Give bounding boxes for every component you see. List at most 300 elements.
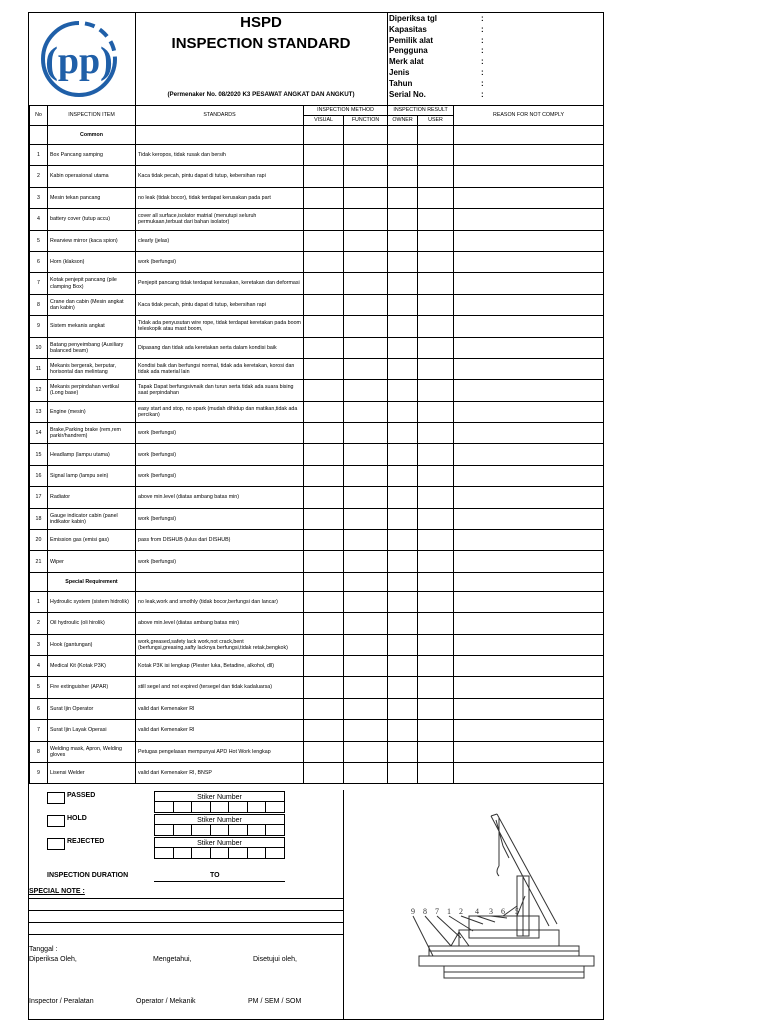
visual-check-cell[interactable] — [304, 634, 344, 655]
info-label: Jenis — [389, 67, 410, 77]
row-number: 15 — [30, 444, 48, 465]
header-visual: VISUAL — [304, 116, 344, 126]
user-result-cell[interactable] — [418, 762, 454, 783]
passed-checkbox[interactable] — [47, 792, 65, 804]
row-standard: Tidak keropos, tidak rusak dan bersih — [136, 145, 304, 166]
row-item: Mekanis perpindahan vertikal (Long base) — [48, 380, 136, 401]
row-standard: Kondisi baik dan berfungsi normal, tidak ada keretakan, korosi dan tidak ada material lain — [136, 358, 304, 379]
cell-empty[interactable] — [418, 126, 454, 145]
cell-empty[interactable] — [344, 572, 388, 591]
owner-result-cell[interactable] — [388, 613, 418, 634]
reason-cell[interactable] — [454, 380, 604, 401]
reason-cell[interactable] — [454, 358, 604, 379]
row-number: 18 — [30, 508, 48, 529]
info-colon: : — [481, 67, 484, 77]
info-label: Merk alat — [389, 57, 424, 67]
function-check-cell[interactable] — [344, 591, 388, 612]
owner-result-cell[interactable] — [388, 487, 418, 508]
row-standard: above min.level (diatas ambang batas min) — [136, 613, 304, 634]
visual-check-cell[interactable] — [304, 487, 344, 508]
row-standard: Kaca tidak pecah, pintu dapat di tutup, kebersihan rapi — [136, 166, 304, 187]
user-result-cell[interactable] — [418, 591, 454, 612]
visual-check-cell[interactable] — [304, 316, 344, 337]
row-item: Crane dan cabin (Mesin angkat dan kabin) — [48, 294, 136, 315]
table-row — [30, 741, 604, 762]
row-item: Box Pancang samping — [48, 145, 136, 166]
function-check-cell[interactable] — [344, 187, 388, 208]
function-check-cell[interactable] — [344, 316, 388, 337]
info-colon: : — [481, 35, 484, 45]
table-row — [30, 380, 604, 401]
user-result-cell[interactable] — [418, 316, 454, 337]
visual-check-cell[interactable] — [304, 337, 344, 358]
row-item: Batang penyeimbang (Auxiliary balanced beam) — [48, 337, 136, 358]
user-result-cell[interactable] — [418, 401, 454, 422]
row-item: Mekanis bergerak, berputar, horisontal dan melintang — [48, 358, 136, 379]
info-row — [389, 46, 603, 57]
reason-cell[interactable] — [454, 316, 604, 337]
row-number: 9 — [30, 316, 48, 337]
visual-check-cell[interactable] — [304, 613, 344, 634]
function-check-cell[interactable] — [344, 762, 388, 783]
row-item: Headlamp (lampu utama) — [48, 444, 136, 465]
title-inspection-standard: INSPECTION STANDARD — [171, 35, 351, 52]
owner-result-cell[interactable] — [388, 698, 418, 719]
row-item: Surat Ijin Operator — [48, 698, 136, 719]
info-row — [389, 25, 603, 36]
inspection-table — [29, 105, 604, 784]
row-standard: work (berfungsi) — [136, 444, 304, 465]
owner-result-cell[interactable] — [388, 230, 418, 251]
diagram-label: 9 — [411, 907, 415, 916]
row-item: Lisensi Welder — [48, 762, 136, 783]
row-standard: valid dari Kemenaker RI, BNSP — [136, 762, 304, 783]
stiker-title: Stiker Number — [154, 791, 285, 802]
function-check-cell[interactable] — [344, 741, 388, 762]
logo-box — [29, 13, 136, 105]
reason-cell[interactable] — [454, 508, 604, 529]
reason-cell[interactable] — [454, 551, 604, 572]
row-number: 5 — [30, 677, 48, 698]
function-check-cell[interactable] — [344, 230, 388, 251]
info-label: Tahun — [389, 78, 413, 88]
function-check-cell[interactable] — [344, 487, 388, 508]
cell-empty[interactable] — [418, 572, 454, 591]
reason-cell[interactable] — [454, 613, 604, 634]
cell-empty — [30, 572, 48, 591]
info-row — [389, 90, 603, 101]
user-result-cell[interactable] — [418, 465, 454, 486]
reason-cell[interactable] — [454, 251, 604, 272]
user-result-cell[interactable] — [418, 187, 454, 208]
table-row — [30, 273, 604, 294]
row-number: 12 — [30, 380, 48, 401]
table-row — [30, 251, 604, 272]
reason-cell[interactable] — [454, 762, 604, 783]
visual-check-cell[interactable] — [304, 145, 344, 166]
row-item: Signal lamp (lampu sein) — [48, 465, 136, 486]
owner-result-cell[interactable] — [388, 209, 418, 230]
info-row — [389, 36, 603, 47]
user-result-cell[interactable] — [418, 613, 454, 634]
row-number: 1 — [30, 591, 48, 612]
owner-result-cell[interactable] — [388, 423, 418, 444]
table-row — [30, 444, 604, 465]
row-number: 11 — [30, 358, 48, 379]
header-item: INSPECTION ITEM — [48, 106, 136, 126]
user-result-cell[interactable] — [418, 380, 454, 401]
user-result-cell[interactable] — [418, 145, 454, 166]
visual-check-cell[interactable] — [304, 423, 344, 444]
info-row — [389, 14, 603, 25]
user-result-cell[interactable] — [418, 487, 454, 508]
reason-cell[interactable] — [454, 530, 604, 551]
disetujui-label: Disetujui oleh, — [253, 956, 297, 963]
visual-check-cell[interactable] — [304, 762, 344, 783]
reason-cell[interactable] — [454, 145, 604, 166]
owner-result-cell[interactable] — [388, 677, 418, 698]
function-check-cell[interactable] — [344, 551, 388, 572]
rejected-label: REJECTED — [67, 838, 105, 845]
owner-result-cell[interactable] — [388, 508, 418, 529]
note-line — [29, 922, 343, 923]
table-row — [30, 337, 604, 358]
note-line — [29, 898, 343, 899]
row-standard: work (berfungsi) — [136, 423, 304, 444]
stiker-box-hold — [154, 814, 285, 836]
section-special — [30, 572, 604, 591]
table-row — [30, 591, 604, 612]
owner-result-cell[interactable] — [388, 401, 418, 422]
row-standard: Penjepit pancang tidak terdapat kerusakan, keretakan dan deformasi — [136, 273, 304, 294]
table-row — [30, 530, 604, 551]
reason-cell[interactable] — [454, 741, 604, 762]
diagram-label: 3 — [489, 907, 493, 916]
row-number: 3 — [30, 187, 48, 208]
visual-check-cell[interactable] — [304, 677, 344, 698]
row-number: 7 — [30, 273, 48, 294]
passed-label: PASSED — [67, 792, 96, 799]
user-result-cell[interactable] — [418, 166, 454, 187]
owner-result-cell[interactable] — [388, 316, 418, 337]
row-number: 1 — [30, 145, 48, 166]
user-result-cell[interactable] — [418, 530, 454, 551]
reason-cell[interactable] — [454, 591, 604, 612]
special-note-label: SPECIAL NOTE : — [29, 888, 85, 895]
owner-result-cell[interactable] — [388, 762, 418, 783]
visual-check-cell[interactable] — [304, 209, 344, 230]
row-standard: above min.level (diatas ambang batas min) — [136, 487, 304, 508]
reason-cell[interactable] — [454, 294, 604, 315]
visual-check-cell[interactable] — [304, 401, 344, 422]
user-result-cell[interactable] — [418, 741, 454, 762]
owner-result-cell[interactable] — [388, 166, 418, 187]
user-result-cell[interactable] — [418, 358, 454, 379]
row-item: Wiper — [48, 551, 136, 572]
diagram-label: 8 — [423, 907, 427, 916]
visual-check-cell[interactable] — [304, 230, 344, 251]
user-result-cell[interactable] — [418, 273, 454, 294]
row-number: 8 — [30, 294, 48, 315]
function-check-cell[interactable] — [344, 720, 388, 741]
owner-result-cell[interactable] — [388, 187, 418, 208]
owner-result-cell[interactable] — [388, 591, 418, 612]
table-row — [30, 677, 604, 698]
reason-cell[interactable] — [454, 444, 604, 465]
reason-cell[interactable] — [454, 166, 604, 187]
row-item: Kotak penjepit pancang (pile clamping Box) — [48, 273, 136, 294]
visual-check-cell[interactable] — [304, 720, 344, 741]
user-result-cell[interactable] — [418, 655, 454, 676]
table-row — [30, 762, 604, 783]
visual-check-cell[interactable] — [304, 294, 344, 315]
user-result-cell[interactable] — [418, 551, 454, 572]
row-item: Radiator — [48, 487, 136, 508]
reason-cell[interactable] — [454, 634, 604, 655]
stiker-box-passed — [154, 791, 285, 813]
row-standard: valid dari Kemenaker RI — [136, 720, 304, 741]
owner-result-cell[interactable] — [388, 655, 418, 676]
info-colon: : — [481, 14, 484, 23]
diagram-label: 4 — [475, 907, 479, 916]
table-row — [30, 551, 604, 572]
visual-check-cell[interactable] — [304, 166, 344, 187]
row-standard: work,greased,safety lack work,not crack,bent (berfungsi,greasing,safty lacknya berfungsi,tidak retak,bengkok) — [136, 634, 304, 655]
row-item: Welding mask, Apron, Welding gloves — [48, 741, 136, 762]
table-row — [30, 613, 604, 634]
info-colon: : — [481, 46, 484, 56]
diagram-label: 2 — [459, 907, 463, 916]
stiker-cells[interactable] — [154, 848, 285, 859]
function-check-cell[interactable] — [344, 401, 388, 422]
cell-empty[interactable] — [344, 126, 388, 145]
owner-result-cell[interactable] — [388, 273, 418, 294]
info-colon: : — [481, 57, 484, 67]
pile-driver-diagram — [399, 806, 599, 1006]
row-number: 10 — [30, 337, 48, 358]
function-check-cell[interactable] — [344, 251, 388, 272]
reason-cell[interactable] — [454, 401, 604, 422]
table-row — [30, 316, 604, 337]
visual-check-cell[interactable] — [304, 530, 344, 551]
visual-check-cell[interactable] — [304, 508, 344, 529]
function-check-cell[interactable] — [344, 698, 388, 719]
row-standard: work (berfungsi) — [136, 551, 304, 572]
row-number: 3 — [30, 634, 48, 655]
info-colon: : — [481, 78, 484, 88]
title-box — [135, 13, 388, 105]
table-row — [30, 720, 604, 741]
cell-empty[interactable] — [304, 572, 344, 591]
function-check-cell[interactable] — [344, 273, 388, 294]
reason-cell[interactable] — [454, 337, 604, 358]
reason-cell[interactable] — [454, 187, 604, 208]
row-number: 6 — [30, 698, 48, 719]
reason-cell[interactable] — [454, 698, 604, 719]
row-item: Horn (klakson) — [48, 251, 136, 272]
function-check-cell[interactable] — [344, 465, 388, 486]
function-check-cell[interactable] — [344, 655, 388, 676]
reason-cell[interactable] — [454, 720, 604, 741]
user-result-cell[interactable] — [418, 209, 454, 230]
hold-checkbox[interactable] — [47, 815, 65, 827]
row-standard: work (berfungsi) — [136, 465, 304, 486]
owner-result-cell[interactable] — [388, 530, 418, 551]
user-result-cell[interactable] — [418, 251, 454, 272]
table-row — [30, 487, 604, 508]
function-check-cell[interactable] — [344, 677, 388, 698]
header-no: No — [30, 106, 48, 126]
bottom-divider — [343, 790, 344, 1019]
info-label: Serial No. — [389, 89, 426, 99]
owner-result-cell[interactable] — [388, 634, 418, 655]
user-result-cell[interactable] — [418, 677, 454, 698]
row-standard: still segel and not expired (tersegel dan tidak kadaluarsa) — [136, 677, 304, 698]
regulation-text: (Permenaker No. 08/2020 K3 PESAWAT ANGKAT DAN ANGKUT) — [167, 91, 355, 98]
visual-check-cell[interactable] — [304, 465, 344, 486]
hold-label: HOLD — [67, 815, 87, 822]
function-check-cell[interactable] — [344, 358, 388, 379]
user-result-cell[interactable] — [418, 294, 454, 315]
visual-check-cell[interactable] — [304, 655, 344, 676]
user-result-cell[interactable] — [418, 698, 454, 719]
operator-label: Operator / Mekanik — [136, 998, 196, 1005]
function-check-cell[interactable] — [344, 209, 388, 230]
visual-check-cell[interactable] — [304, 444, 344, 465]
function-check-cell[interactable] — [344, 423, 388, 444]
row-number: 13 — [30, 401, 48, 422]
visual-check-cell[interactable] — [304, 741, 344, 762]
function-check-cell[interactable] — [344, 145, 388, 166]
note-line — [29, 910, 343, 911]
table-row — [30, 294, 604, 315]
row-number: 8 — [30, 741, 48, 762]
user-result-cell[interactable] — [418, 230, 454, 251]
table-row — [30, 166, 604, 187]
row-number: 2 — [30, 613, 48, 634]
visual-check-cell[interactable] — [304, 273, 344, 294]
visual-check-cell[interactable] — [304, 251, 344, 272]
user-result-cell[interactable] — [418, 423, 454, 444]
reason-cell[interactable] — [454, 423, 604, 444]
reason-cell[interactable] — [454, 487, 604, 508]
user-result-cell[interactable] — [418, 508, 454, 529]
row-item: Rearview mirror (kaca spion) — [48, 230, 136, 251]
owner-result-cell[interactable] — [388, 251, 418, 272]
row-number: 21 — [30, 551, 48, 572]
row-standard: easy start and stop, no spark (mudah dihidup dan matikan,tidak ada percikan) — [136, 401, 304, 422]
owner-result-cell[interactable] — [388, 465, 418, 486]
user-result-cell[interactable] — [418, 337, 454, 358]
function-check-cell[interactable] — [344, 444, 388, 465]
row-standard: Kotak P3K isi lengkap (Plester luka, Betadine, alkohol, dll) — [136, 655, 304, 676]
function-check-cell[interactable] — [344, 634, 388, 655]
row-standard: work (berfungsi) — [136, 251, 304, 272]
table-row — [30, 698, 604, 719]
mengetahui-label: Mengetahui, — [153, 956, 192, 963]
user-result-cell[interactable] — [418, 720, 454, 741]
function-check-cell[interactable] — [344, 530, 388, 551]
row-standard: pass from DISHUB (lulus dari DISHUB) — [136, 530, 304, 551]
owner-result-cell[interactable] — [388, 337, 418, 358]
stiker-cells[interactable] — [154, 825, 285, 836]
inspection-form — [28, 12, 604, 1020]
user-result-cell[interactable] — [418, 634, 454, 655]
row-number: 2 — [30, 166, 48, 187]
owner-result-cell[interactable] — [388, 720, 418, 741]
reason-cell[interactable] — [454, 209, 604, 230]
row-item: Surat Ijin Layak Operasi — [48, 720, 136, 741]
visual-check-cell[interactable] — [304, 591, 344, 612]
title-hspd: HSPD — [240, 14, 282, 31]
reason-cell[interactable] — [454, 655, 604, 676]
owner-result-cell[interactable] — [388, 380, 418, 401]
table-row — [30, 358, 604, 379]
row-standard: Tapak Dapat berfungsivnaik dan turun serta tidak ada suara bising saat perpindahan — [136, 380, 304, 401]
inspection-duration-label: INSPECTION DURATION — [47, 872, 129, 879]
function-check-cell[interactable] — [344, 166, 388, 187]
stiker-cells[interactable] — [154, 802, 285, 813]
cell-empty[interactable] — [388, 126, 418, 145]
form-header — [29, 13, 603, 106]
table-row — [30, 508, 604, 529]
visual-check-cell[interactable] — [304, 380, 344, 401]
visual-check-cell[interactable] — [304, 358, 344, 379]
visual-check-cell[interactable] — [304, 551, 344, 572]
cell-empty[interactable] — [388, 572, 418, 591]
function-check-cell[interactable] — [344, 508, 388, 529]
info-row — [389, 68, 603, 79]
owner-result-cell[interactable] — [388, 358, 418, 379]
user-result-cell[interactable] — [418, 444, 454, 465]
header-method: INSPECTION METHOD — [304, 106, 388, 116]
reason-cell[interactable] — [454, 677, 604, 698]
inspector-label: Inspector / Peralatan — [29, 998, 94, 1005]
row-number: 14 — [30, 423, 48, 444]
visual-check-cell[interactable] — [304, 187, 344, 208]
cell-empty[interactable] — [304, 126, 344, 145]
row-item: Emission gas (emisi gas) — [48, 530, 136, 551]
owner-result-cell[interactable] — [388, 444, 418, 465]
reason-cell[interactable] — [454, 273, 604, 294]
row-item: battery cover (tutup accu) — [48, 209, 136, 230]
rejected-checkbox[interactable] — [47, 838, 65, 850]
function-check-cell[interactable] — [344, 337, 388, 358]
row-standard: Kaca tidak pecah, pintu dapat di tutup, kebersihan rapi — [136, 294, 304, 315]
visual-check-cell[interactable] — [304, 698, 344, 719]
row-number: 9 — [30, 762, 48, 783]
owner-result-cell[interactable] — [388, 551, 418, 572]
row-standard: Petugas pengelasan mempunyai APD Hot Work lengkap — [136, 741, 304, 762]
owner-result-cell[interactable] — [388, 145, 418, 166]
info-label: Kapasitas — [389, 24, 427, 34]
function-check-cell[interactable] — [344, 294, 388, 315]
reason-cell[interactable] — [454, 465, 604, 486]
function-check-cell[interactable] — [344, 613, 388, 634]
owner-result-cell[interactable] — [388, 741, 418, 762]
stiker-title: Stiker Number — [154, 814, 285, 825]
function-check-cell[interactable] — [344, 380, 388, 401]
bottom-section — [29, 790, 603, 1019]
owner-result-cell[interactable] — [388, 294, 418, 315]
logo-text: (pp) — [45, 40, 113, 82]
cell-empty — [30, 126, 48, 145]
reason-cell[interactable] — [454, 230, 604, 251]
info-label: Diperiksa tgl — [389, 14, 438, 23]
row-standard: Dipasang dan tidak ada keretakan serta dalam kondisi baik — [136, 337, 304, 358]
row-standard: work (berfungsi) — [136, 508, 304, 529]
header-function: FUNCTION — [344, 116, 388, 126]
